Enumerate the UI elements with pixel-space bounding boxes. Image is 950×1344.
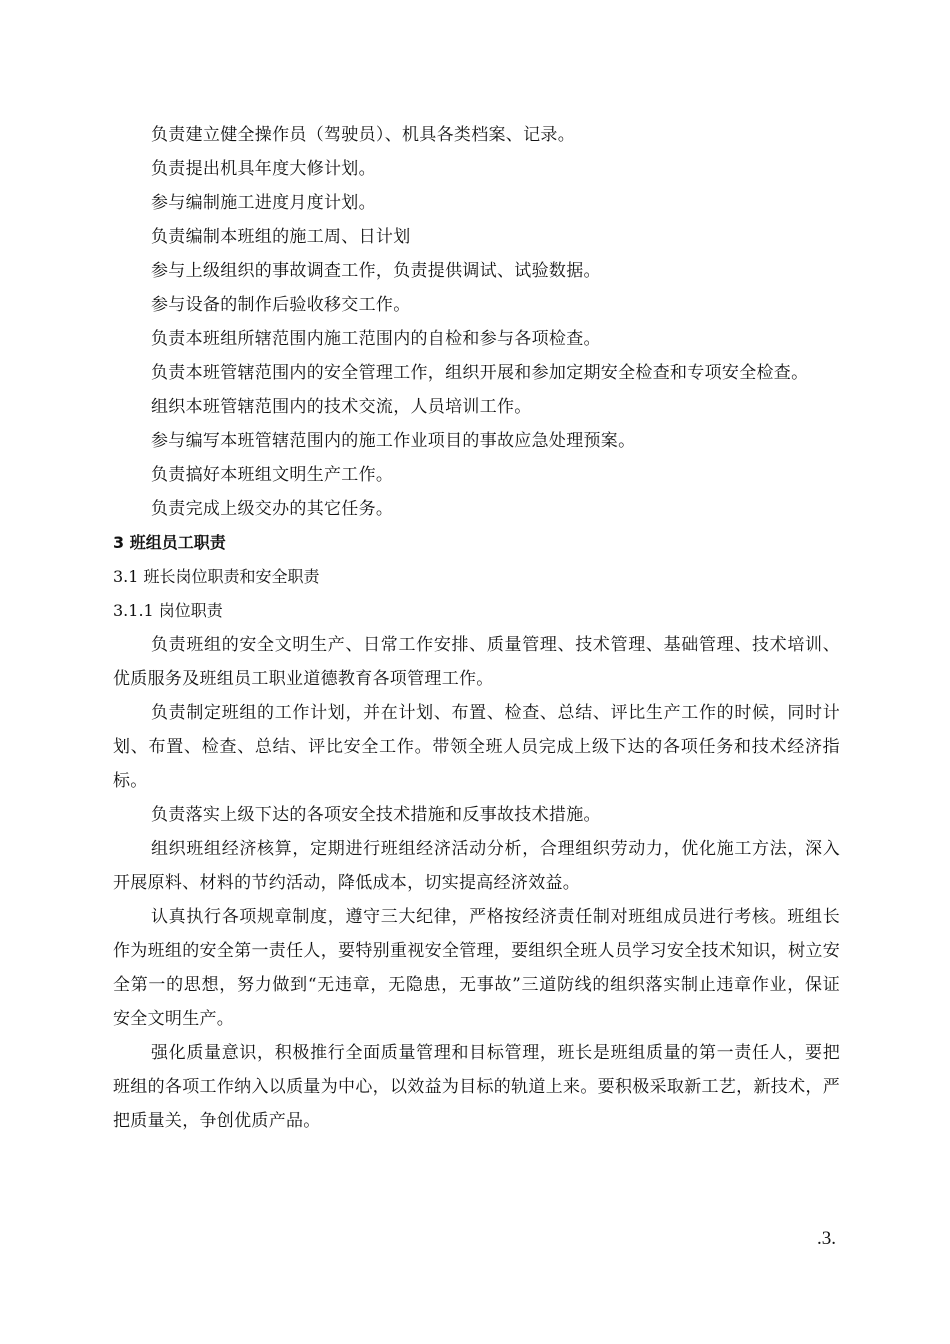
paragraph: 负责编制本班组的施工周、日计划: [151, 227, 411, 247]
subsection-heading: 3.1 班长岗位职责和安全职责: [113, 567, 320, 586]
paragraph: 负责搞好本班组文明生产工作。: [151, 465, 394, 485]
paragraph: 负责班组的安全文明生产、日常工作安排、质量管理、技术管理、基础管理、技术培训、优质服务及班组员工职业道德教育各项管理工作。: [113, 635, 840, 689]
section-heading: 3 班组员工职责: [113, 533, 226, 552]
paragraph: 认真执行各项规章制度，遵守三大纪律，严格按经济责任制对班组成员进行考核。班组长作为班组的安全第一责任人，要特别重视安全管理，要组织全班人员学习安全技术知识，树立安全第一的思想，努力做到“无违章，无隐患，无事故”三道防线的组织落实制止违章作业，保证安全文明生产。: [113, 907, 840, 1029]
paragraph: 组织班组经济核算，定期进行班组经济活动分析，合理组织劳动力，优化施工方法，深入开展原料、材料的节约活动，降低成本，切实提高经济效益。: [113, 839, 840, 893]
paragraph: 参与编制施工进度月度计划。: [151, 193, 376, 213]
subsubsection-heading: 3.1.1 岗位职责: [113, 601, 223, 620]
paragraph: 负责建立健全操作员（驾驶员）、机具各类档案、记录。: [151, 125, 575, 145]
paragraph: 负责本班组所辖范围内施工范围内的自检和参与各项检查。: [151, 329, 601, 349]
paragraph: 强化质量意识，积极推行全面质量管理和目标管理，班长是班组质量的第一责任人，要把班组的各项工作纳入以质量为中心，以效益为目标的轨道上来。要积极采取新工艺，新技术，严把质量关，争创优质产品。: [113, 1043, 840, 1131]
paragraph: 参与编写本班管辖范围内的施工作业项目的事故应急处理预案。: [151, 431, 636, 451]
paragraph: 组织本班管辖范围内的技术交流，人员培训工作。: [151, 397, 532, 417]
paragraph: 负责提出机具年度大修计划。: [151, 159, 376, 179]
paragraph: 参与上级组织的事故调查工作，负责提供调试、试验数据。: [151, 261, 601, 281]
paragraph: 负责落实上级下达的各项安全技术措施和反事故技术措施。: [151, 805, 601, 825]
paragraph: 参与设备的制作后验收移交工作。: [151, 295, 411, 315]
paragraph: 负责本班管辖范围内的安全管理工作，组织开展和参加定期安全检查和专项安全检查。: [151, 363, 809, 383]
paragraph: 负责完成上级交办的其它任务。: [151, 499, 394, 519]
page-number: .3.: [817, 1228, 836, 1249]
document-body: [113, 118, 840, 1138]
paragraph: 负责制定班组的工作计划，并在计划、布置、检查、总结、评比生产工作的时候，同时计划、布置、检查、总结、评比安全工作。带领全班人员完成上级下达的各项任务和技术经济指标。: [113, 703, 840, 791]
